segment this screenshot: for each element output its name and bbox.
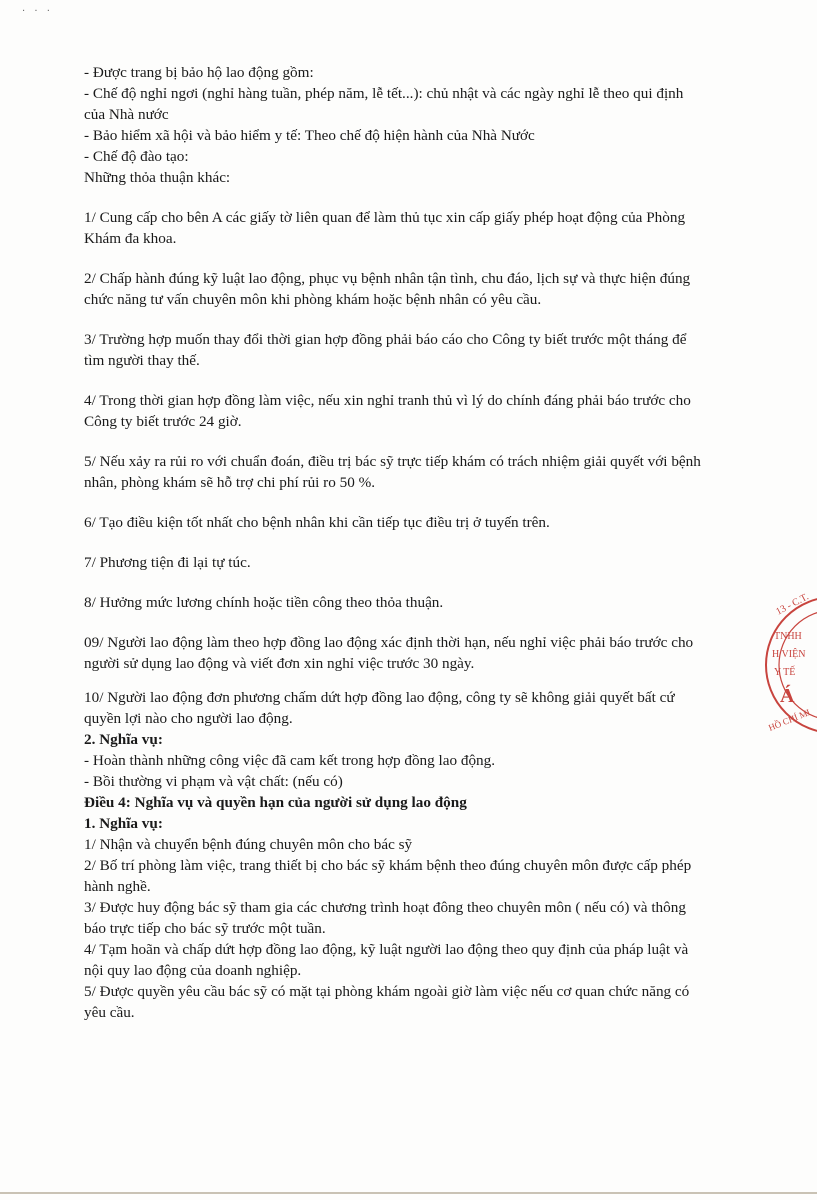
text-line: - Hoàn thành những công việc đã cam kết trong hợp đồng lao động.: [84, 752, 496, 769]
company-seal: [760, 585, 817, 745]
text-line: quyền lợi nào cho người lao động.: [84, 710, 293, 727]
section-heading: [84, 729, 729, 750]
text-line: Khám đa khoa.: [84, 230, 177, 247]
text-line: 3/ Được huy động bác sỹ tham gia các chương trình hoạt đông theo chuyên môn ( nếu có) và thông: [84, 899, 686, 916]
paragraph: [84, 939, 729, 981]
paragraph: [84, 62, 729, 83]
paragraph: [84, 552, 729, 573]
paragraph: [84, 146, 729, 167]
paragraph: [84, 897, 729, 939]
seal-text: HỒ CHÍ MI: [767, 707, 812, 733]
paragraph: [84, 592, 729, 613]
seal-text: H VIỆN: [772, 649, 806, 660]
text-line: 10/ Người lao động đơn phương chấm dứt hợp đồng lao động, công ty sẽ không giải quyết bất cứ: [84, 689, 675, 706]
article-heading: [84, 792, 729, 813]
seal-text: Á: [780, 685, 795, 707]
text-line: nhân, phòng khám sẽ hỗ trợ chi phí rủi ro 50 %.: [84, 474, 376, 491]
text-line: người sử dụng lao động và viết đơn xin nghỉ việc trước 30 ngày.: [84, 655, 475, 672]
paragraph: [84, 167, 729, 188]
scan-specks: · · ·: [22, 6, 53, 17]
heading-text: Điều 4: Nghĩa vụ và quyền hạn của người sử dụng lao động: [84, 794, 467, 811]
text-line: báo trực tiếp cho bác sỹ trước một tuần.: [84, 920, 326, 937]
section-heading: [84, 813, 729, 834]
text-line: yêu cầu.: [84, 1004, 135, 1021]
paragraph: [84, 687, 729, 729]
paragraph: [84, 207, 729, 249]
paragraph: [84, 981, 729, 1023]
paragraph: [84, 771, 729, 792]
text-line: 2/ Bố trí phòng làm việc, trang thiết bị cho bác sỹ khám bệnh theo đúng chuyên môn được cấp phép: [84, 857, 692, 874]
text-line: 09/ Người lao động làm theo hợp đồng lao động xác định thời hạn, nếu nghỉ việc phải báo trước cho: [84, 634, 694, 651]
seal-text: TNHH: [774, 631, 802, 642]
text-line: 4/ Tạm hoãn và chấp dứt hợp đồng lao động, kỹ luật người lao động theo quy định của pháp luật và: [84, 941, 689, 958]
text-line: - Được trang bị bảo hộ lao động gồm:: [84, 64, 314, 81]
seal-text: Y TẾ: [774, 667, 796, 678]
paragraph: [84, 512, 729, 533]
paragraph: [84, 268, 729, 310]
paragraph: [84, 632, 729, 674]
text-line: hành nghề.: [84, 878, 151, 895]
text-line: 5/ Được quyền yêu cầu bác sỹ có mặt tại phòng khám ngoài giờ làm việc nếu cơ quan chức năng có: [84, 983, 690, 1000]
text-line: 2/ Chấp hành đúng kỹ luật lao động, phục vụ bệnh nhân tận tình, chu đáo, lịch sự và thực hiện đúng: [84, 270, 691, 287]
text-line: 1/ Cung cấp cho bên A các giấy tờ liên quan để làm thủ tục xin cấp giấy phép hoạt động của Phòng: [84, 209, 686, 226]
text-line: chức năng tư vấn chuyên môn khi phòng khám hoặc bệnh nhân có yêu cầu.: [84, 291, 542, 308]
text-line: - Bảo hiểm xã hội và bảo hiểm y tế: Theo chế độ hiện hành của Nhà Nước: [84, 127, 535, 144]
text-line: 8/ Hưởng mức lương chính hoặc tiền công theo thỏa thuận.: [84, 594, 444, 611]
paragraph: [84, 83, 729, 125]
paragraph: [84, 834, 729, 855]
text-line: 5/ Nếu xảy ra rủi ro với chuẩn đoán, điều trị bác sỹ trực tiếp khám có trách nhiệm giải quyết với bệnh: [84, 453, 701, 470]
text-line: - Chế độ nghỉ ngơi (nghỉ hàng tuần, phép năm, lễ tết...): chủ nhật và các ngày nghỉ lễ theo qui định: [84, 85, 684, 102]
seal-text: 13 - C.T.: [774, 591, 811, 618]
text-line: 6/ Tạo điều kiện tốt nhất cho bệnh nhân khi cần tiếp tục điều trị ở tuyến trên.: [84, 514, 550, 531]
text-line: 7/ Phương tiện đi lại tự túc.: [84, 554, 251, 571]
seal-graphic: [760, 585, 817, 745]
text-line: - Bồi thường vi phạm và vật chất: (nếu có): [84, 773, 343, 790]
heading-text: 2. Nghĩa vụ:: [84, 731, 163, 748]
paragraph: [84, 451, 729, 493]
scan-bottom-edge: [0, 1192, 817, 1194]
text-line: của Nhà nước: [84, 106, 169, 123]
text-line: tìm người thay thế.: [84, 352, 200, 369]
paragraph: [84, 329, 729, 371]
text-line: Công ty biết trước 24 giờ.: [84, 413, 242, 430]
paragraph: [84, 750, 729, 771]
text-line: 4/ Trong thời gian hợp đồng làm việc, nếu xin nghỉ tranh thủ vì lý do chính đáng phải báo trước cho: [84, 392, 691, 409]
paragraph: [84, 390, 729, 432]
heading-text: 1. Nghĩa vụ:: [84, 815, 163, 832]
paragraph: [84, 855, 729, 897]
document-body: [84, 62, 729, 1023]
text-line: Những thỏa thuận khác:: [84, 169, 231, 186]
text-line: 1/ Nhận và chuyển bệnh đúng chuyên môn cho bác sỹ: [84, 836, 413, 853]
text-line: - Chế độ đào tạo:: [84, 148, 189, 165]
text-line: nội quy lao động của doanh nghiệp.: [84, 962, 302, 979]
paragraph: [84, 125, 729, 146]
text-line: 3/ Trường hợp muốn thay đổi thời gian hợp đồng phải báo cáo cho Công ty biết trước một tháng để: [84, 331, 687, 348]
